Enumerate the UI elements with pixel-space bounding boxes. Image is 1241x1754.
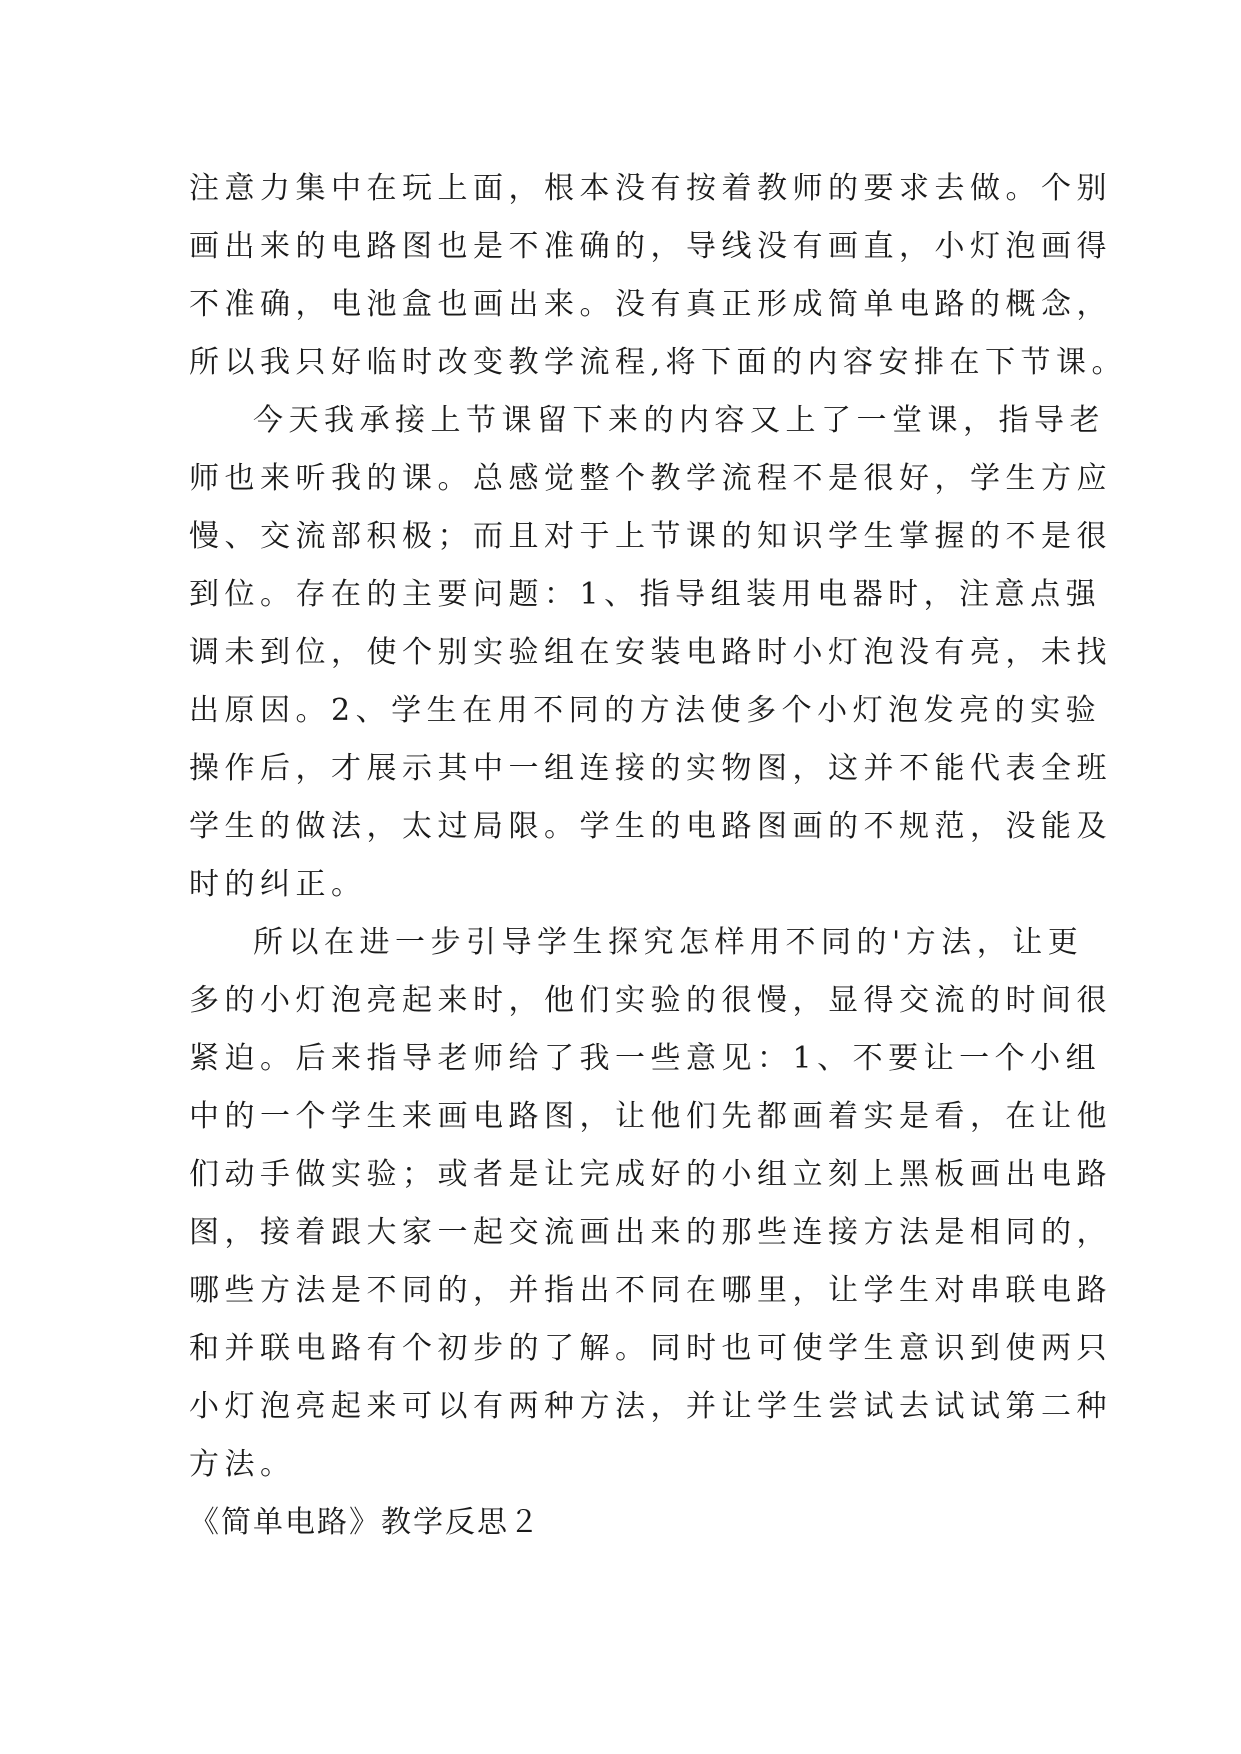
section-heading: 《简单电路》教学反思２ (189, 1505, 541, 1540)
text-line: 今天我承接上节课留下来的内容又上了一堂课，指导老 (253, 403, 1105, 438)
document-body (189, 160, 1128, 1552)
text-line: 师也来听我的课。总感觉整个教学流程不是很好，学生方应 (189, 461, 1112, 496)
text-line: 图，接着跟大家一起交流画出来的那些连接方法是相同的， (189, 1215, 1112, 1250)
text-line: 出原因。2、学生在用不同的方法使多个小灯泡发亮的实验 (189, 693, 1102, 728)
text-line: 慢、交流部积极；而且对于上节课的知识学生掌握的不是很 (189, 519, 1112, 554)
text-line: 们动手做实验；或者是让完成好的小组立刻上黑板画出电路 (189, 1157, 1112, 1192)
text-line: 中的一个学生来画电路图，让他们先都画着实是看，在让他 (189, 1099, 1112, 1134)
text-line: 哪些方法是不同的，并指出不同在哪里，让学生对串联电路 (189, 1273, 1112, 1308)
text-line: 所以在进一步引导学生探究怎样用不同的'方法，让更 (253, 925, 1084, 960)
text-line: 时的纠正。 (189, 867, 367, 902)
text-line: 不准确，电池盒也画出来。没有真正形成简单电路的概念， (189, 287, 1112, 322)
text-line: 和并联电路有个初步的了解。同时也可使学生意识到使两只 (189, 1331, 1112, 1366)
text-line: 学生的做法，太过局限。学生的电路图画的不规范，没能及 (189, 809, 1112, 844)
text-line: 所以我只好临时改变教学流程,将下面的内容安排在下节课。 (189, 345, 1128, 380)
text-line: 紧迫。后来指导老师给了我一些意见：1、不要让一个小组 (189, 1041, 1102, 1076)
text-line: 调未到位，使个别实验组在安装电路时小灯泡没有亮，未找 (189, 635, 1112, 670)
text-line: 多的小灯泡亮起来时，他们实验的很慢，显得交流的时间很 (189, 983, 1112, 1018)
text-line: 小灯泡亮起来可以有两种方法，并让学生尝试去试试第二种 (189, 1389, 1112, 1424)
text-line: 操作后，才展示其中一组连接的实物图，这并不能代表全班 (189, 751, 1112, 786)
text-line: 到位。存在的主要问题：1、指导组装用电器时，注意点强 (189, 577, 1102, 612)
text-line: 注意力集中在玩上面，根本没有按着教师的要求去做。个别 (189, 171, 1112, 206)
text-line: 方法。 (189, 1447, 296, 1482)
text-line: 画出来的电路图也是不准确的，导线没有画直，小灯泡画得 (189, 229, 1112, 264)
